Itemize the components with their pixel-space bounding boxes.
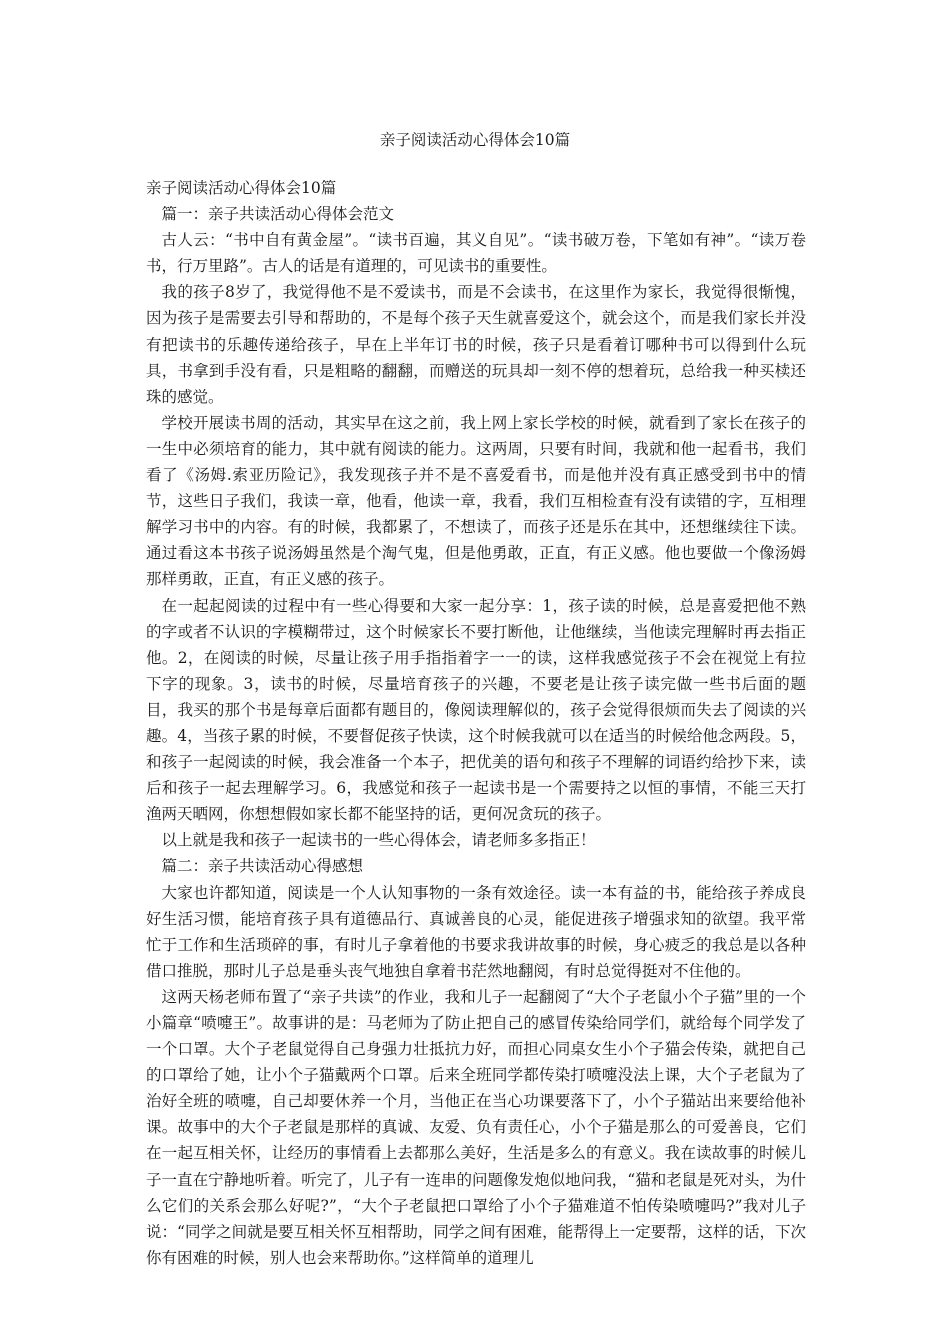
paragraph: 学校开展读书周的活动，其实早在这之前，我上网上家长学校的时候，就看到了家长在孩子的一生中必须培育的能力，其中就有阅读的能力。这两周，只要有时间，我就和他一起看书，我们看了《汤姆.索亚历险记》，我发现孩子并不是不喜爱看书，而是他并没有真正感受到书中的情节，这些日子我们，我读一章，他看，他读一章，我看，我们互相检查有没有读错的字，互相理解学习书中的内容。有的时候，我都累了，不想读了，而孩子还是乐在其中，还想继续往下读。通过看这本书孩子说汤姆虽然是个淘气鬼，但是他勇敢，正直，有正义感。他也要做一个像汤姆那样勇敢，正直，有正义感的孩子。 [146,413,806,589]
document-body [146,175,806,1271]
section-heading-2: 篇二：亲子共读活动心得感想 [161,857,364,876]
document-heading: 亲子阅读活动心得体会10篇 [146,179,337,197]
document-title: 亲子阅读活动心得体会10篇 [379,131,571,149]
section-heading-1: 篇一：亲子共读活动心得体会范文 [161,205,395,224]
paragraph: 古人云：“书中自有黄金屋”。“读书百遍，其义自见”。“读书破万卷，下笔如有神”。“读万卷书，行万里路”。古人的话是有道理的，可见读书的重要性。 [146,231,806,276]
paragraph: 大家也许都知道，阅读是一个人认知事物的一条有效途径。读一本有益的书，能给孩子养成良好生活习惯，能培育孩子具有道德品行、真诚善良的心灵，能促进孩子增强求知的欲望。我平常忙于工作和生活琐碎的事，有时儿子拿着他的书要求我讲故事的时候，身心疲乏的我总是以各种借口推脱，那时儿子总是垂头丧气地独自拿着书茫然地翻阅，有时总觉得挺对不住他的。 [146,883,806,980]
paragraph: 我的孩子8岁了，我觉得他不是不爱读书，而是不会读书，在这里作为家长，我觉得很惭愧，因为孩子是需要去引导和帮助的，不是每个孩子天生就喜爱这个，就会这个，而是我们家长并没有把读书的乐趣传递给孩子，早在上半年订书的时候，孩子只是看着订哪种书可以得到什么玩具，书拿到手没有看，只是粗略的翻翻，而赠送的玩具却一刻不停的想着玩，总给我一种买椟还珠的感觉。 [146,283,806,406]
paragraph: 这两天杨老师布置了“亲子共读”的作业，我和儿子一起翻阅了“大个子老鼠小个子猫”里的一个小篇章“喷嚏王”。故事讲的是：马老师为了防止把自己的感冒传染给同学们，就给每个同学发了一个口罩。大个子老鼠觉得自己身强力壮抵抗力好，而担心同桌女生小个子猫会传染，就把自己的口罩给了她，让小个子猫戴两个口罩。后来全班同学都传染打喷嚏没法上课，大个子老鼠为了治好全班的喷嚏，自己却要休养一个月，当他正在当心功课要落下了，小个子猫站出来要给他补课。故事中的大个子老鼠是那样的真诚、友爱、负有责任心，小个子猫是那么的可爱善良，它们在一起互相关怀，让经历的事情看上去都那么美好，生活是多么的有意义。我在读故事的时候儿子一直在宁静地听着。听完了，儿子有一连串的问题像发炮似地问我，“猫和老鼠是死对头，为什么它们的关系会那么好呢?”，“大个子老鼠把口罩给了小个子猫难道不怕传染喷嚏吗?”我对儿子说：“同学之间就是要互相关怀互相帮助，同学之间有困难，能帮得上一定要帮，这样的话，下次你有困难的时候，别人也会来帮助你。”这样简单的道理儿 [146,987,806,1267]
paragraph: 在一起起阅读的过程中有一些心得要和大家一起分享：1，孩子读的时候，总是喜爱把他不熟的字或者不认识的字模糊带过，这个时候家长不要打断他，让他继续，当他读完理解时再去指正他。2，在阅读的时候，尽量让孩子用手指指着字一一的读，这样我感觉孩子不会在视觉上有拉下字的现象。3，读书的时候，尽量培育孩子的兴趣，不要老是让孩子读完做一些书后面的题目，我买的那个书是每章后面都有题目的，像阅读理解似的，孩子会觉得很烦而失去了阅读的兴趣。4，当孩子累的时候，不要督促孩子快读，这个时候我就可以在适当的时候给他念两段。5，和孩子一起阅读的时候，我会准备一个本子，把优美的语句和孩子不理解的词语约给抄下来，读后和孩子一起去理解学习。6，我感觉和孩子一起读书是一个需要持之以恒的事情，不能三天打渔两天晒网，你想想假如家长都不能坚持的话，更何况贪玩的孩子。 [146,596,806,824]
paragraph: 以上就是我和孩子一起读书的一些心得体会，请老师多多指正！ [161,831,596,850]
